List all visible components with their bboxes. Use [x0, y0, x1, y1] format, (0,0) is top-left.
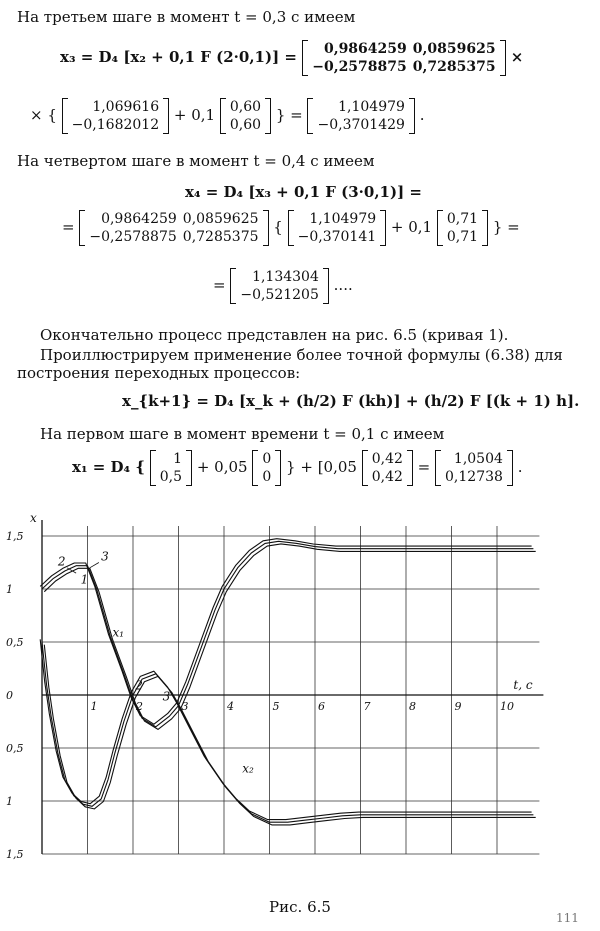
curve-annotation: 2 [57, 554, 66, 569]
equation-x4-result: = 1,134304 −0,521205 .... [213, 269, 353, 303]
equation-recurrence: x_{k+1} = D₄ [x_k + (h/2) F (kh)] + (h/2) F [(k + 1) h]. [122, 392, 580, 410]
matrix-f1: 0,42 0,42 [362, 450, 413, 486]
curve-annotation: 3 [101, 549, 109, 564]
paragraph-step1: На первом шаге в момент времени t = 0,1 с имеем [40, 425, 445, 443]
y-axis-label: x [30, 511, 37, 525]
x-axis-label: t, с [513, 678, 533, 692]
matrix-f3: 0,71 0,71 [437, 210, 488, 246]
y-tick-label: 1 [6, 583, 13, 596]
matrix-x1: 1,0504 0,12738 [435, 450, 513, 486]
y-tick-label: 1 [6, 795, 13, 808]
paragraph-illustrate-b: построения переходных процессов: [17, 364, 301, 382]
equation-x1: x₁ = D₄ { 1 0,5 + 0,05 0 0 } + [0,05 0,42 0,42 = 1,0504 0,12738 . [72, 451, 523, 485]
x-tick-label: 5 [272, 700, 280, 713]
curve-annotation: 1 [80, 572, 89, 587]
figure-caption: Рис. 6.5 [269, 898, 331, 916]
matrix-d4: 0,9864259 0,0859625 −0,2578875 0,7285375 [302, 40, 505, 76]
x-tick-label: 7 [363, 700, 371, 713]
equation-x3-cont: × { 1,069616 −0,1682012 + 0,1 0,60 0,60 } = 1,104979 −0,3701429 . [30, 99, 425, 133]
paragraph-step3: На третьем шаге в момент t = 0,3 с имеем [17, 8, 356, 26]
chart-curves [40, 539, 536, 825]
page-mark: 111 [556, 911, 579, 925]
equation-x3-cont-mid: + 0,1 [173, 106, 216, 124]
chart-grid [42, 526, 539, 854]
curve-annotation: x₁ [112, 625, 125, 640]
matrix-x3b: 1,104979 −0,370141 [288, 210, 387, 246]
chart-axes [42, 520, 543, 854]
y-tick-label: 0,5 [6, 636, 24, 649]
equation-x3-lhs: x₃ = D₄ [x₂ + 0,1 F (2·0,1)] = [60, 48, 297, 66]
matrix-x0: 1 0,5 [150, 450, 192, 486]
figure-6-5-chart [0, 500, 600, 892]
equation-x4-expand: = 0,9864259 0,0859625 −0,2578875 0,7285375 { 1,104979 −0,370141 + 0,1 0,71 0,71 } = [62, 211, 520, 245]
series-curve-2-2 [40, 639, 531, 819]
equation-x4: x₄ = D₄ [x₃ + 0,1 F (3·0,1)] = [185, 183, 422, 201]
y-tick-label: 0,5 [6, 742, 24, 755]
matrix-x4: 1,134304 −0,521205 [230, 268, 329, 304]
x-tick-label: 2 [136, 700, 143, 713]
y-tick-label: 0 [6, 689, 13, 702]
curve-annotation: x₂ [242, 761, 254, 776]
x-tick-label: 4 [227, 700, 234, 713]
equation-x3: x₃ = D₄ [x₂ + 0,1 F (2·0,1)] = 0,9864259 0,0859625 −0,2578875 0,7285375 × [60, 41, 524, 75]
annotation-leader [90, 563, 99, 568]
x-tick-label: 1 [90, 700, 98, 713]
x-tick-label: 10 [500, 700, 514, 713]
paragraph-illustrate-a: Проиллюстрируем применение более точной формулы (6.38) для [40, 346, 563, 364]
x-tick-label: 9 [454, 700, 462, 713]
curve-annotation: 3 [162, 689, 171, 704]
x-tick-label: 3 [181, 700, 189, 713]
paragraph-conclusion: Окончательно процесс представлен на рис. 6.5 (кривая 1). [40, 326, 509, 344]
x-tick-label: 6 [318, 700, 325, 713]
x-tick-label: 8 [409, 700, 416, 713]
series-curve-2-1 [42, 642, 533, 822]
matrix-x3: 1,104979 −0,3701429 [307, 98, 414, 134]
matrix-f0: 0 0 [252, 450, 281, 486]
matrix-f2: 0,60 0,60 [220, 98, 271, 134]
matrix-d4-b: 0,9864259 0,0859625 −0,2578875 0,7285375 [79, 210, 268, 246]
y-tick-label: 1,5 [6, 848, 24, 861]
equation-x3-cont-lhs: × { [30, 106, 57, 124]
curve-annotation: 2 [135, 678, 143, 693]
paragraph-step4: На четвертом шаге в момент t = 0,4 с имеем [17, 152, 375, 170]
matrix-x2: 1,069616 −0,1682012 [62, 98, 169, 134]
y-tick-label: 1,5 [6, 530, 24, 543]
